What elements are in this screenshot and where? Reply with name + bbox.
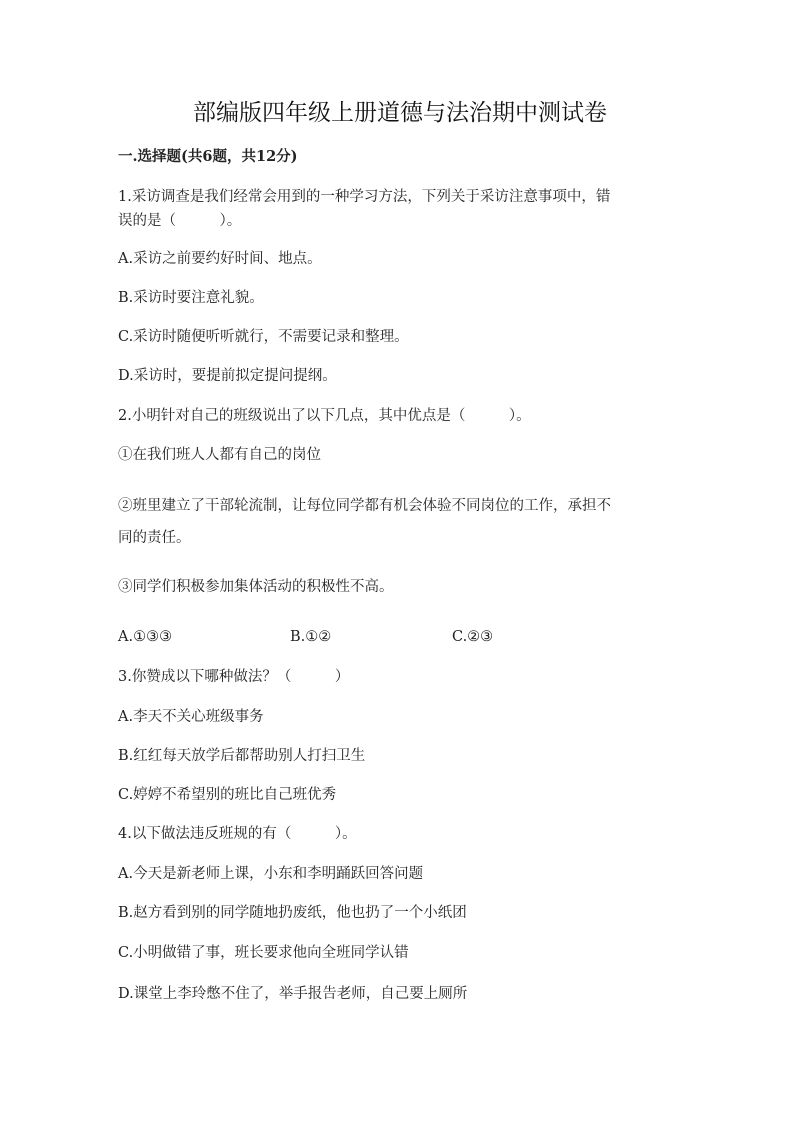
question-2-stem: 2.小明针对自己的班级说出了以下几点，其中优点是（ ）。 — [118, 408, 531, 424]
question-4-option-c: C.小明做错了事，班长要求他向全班同学认错 — [118, 945, 409, 961]
question-3-stem: 3.你赞成以下哪种做法？（ ） — [118, 669, 350, 685]
question-2-item-2-cont: 同的责任。 — [118, 530, 191, 546]
question-4-stem: 4.以下做法违反班规的有（ ）。 — [118, 826, 357, 842]
question-2-item-2: ②班里建立了干部轮流制，让每位同学都有机会体验不同岗位的工作，承担不 — [118, 498, 611, 514]
question-1-option-a: A.采访之前要约好时间、地点。 — [118, 251, 322, 267]
question-1-option-c: C.采访时随便听听就行，不需要记录和整理。 — [118, 329, 409, 345]
question-1-option-d: D.采访时，要提前拟定提问提纲。 — [118, 368, 337, 384]
page-title: 部编版四年级上册道德与法治期中测试卷 — [193, 100, 607, 126]
question-4-option-d: D.课堂上李玲憋不住了，举手报告老师，自己要上厕所 — [118, 986, 468, 1002]
section-heading: 一.选择题(共6题，共12分) — [118, 148, 298, 165]
question-1-option-b: B.采访时要注意礼貌。 — [118, 290, 264, 306]
question-4-option-a: A.今天是新老师上课，小东和李明踊跃回答问题 — [118, 866, 424, 882]
question-2-option-b: B.①② — [290, 629, 332, 645]
question-3-option-b: B.红红每天放学后都帮助别人打扫卫生 — [118, 748, 366, 764]
question-1-stem-cont: 误的是（ ）。 — [118, 213, 242, 229]
question-1-stem: 1.采访调查是我们经常会用到的一种学习方法，下列关于采访注意事项中，错 — [118, 189, 611, 205]
question-2-option-a: A.①③③ — [118, 629, 173, 645]
question-3-option-c: C.婷婷不希望别的班比自己班优秀 — [118, 787, 337, 803]
question-2-item-1: ①在我们班人人都有自己的岗位 — [118, 447, 321, 463]
question-2-item-3: ③同学们积极参加集体活动的积极性不高。 — [118, 579, 394, 595]
question-2-option-c: C.②③ — [452, 629, 494, 645]
question-4-option-b: B.赵方看到别的同学随地扔废纸，他也扔了一个小纸团 — [118, 905, 467, 921]
question-3-option-a: A.李天不关心班级事务 — [118, 709, 264, 725]
